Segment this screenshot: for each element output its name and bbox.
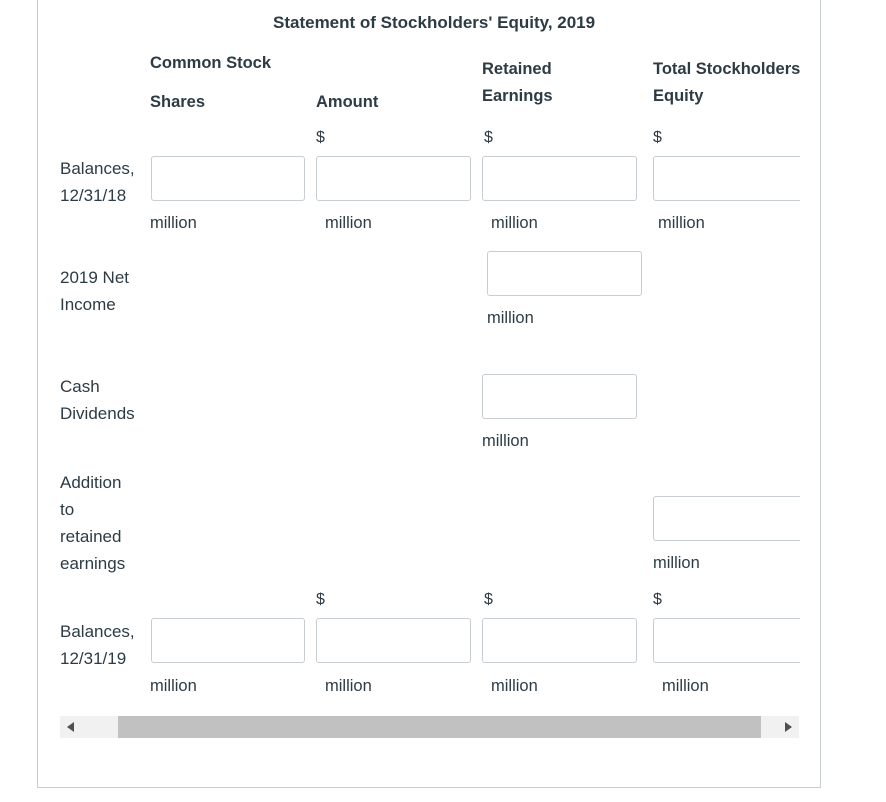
unit-label: million xyxy=(658,214,705,232)
triangle-left-icon xyxy=(67,722,75,732)
cash-dividends-retained-input[interactable] xyxy=(482,374,637,419)
dollar-sign: $ xyxy=(316,129,325,146)
row-label-cash-dividends: Cash Dividends xyxy=(60,377,135,423)
unit-label: million xyxy=(325,214,372,232)
balances-2018-amount-input[interactable] xyxy=(316,156,471,201)
horizontal-scrollbar[interactable] xyxy=(60,716,799,738)
unit-label: million xyxy=(150,677,197,695)
scrollbar-thumb[interactable] xyxy=(118,716,761,738)
dollar-sign: $ xyxy=(653,129,662,146)
header-retained-earnings: Retained Earnings xyxy=(482,60,553,105)
unit-label: million xyxy=(491,214,538,232)
dollar-sign: $ xyxy=(484,591,493,608)
scroll-right-button[interactable] xyxy=(777,716,799,738)
balances-2018-retained-input[interactable] xyxy=(482,156,637,201)
row-label-balances-2018: Balances, 12/31/18 xyxy=(60,159,135,205)
unit-label: million xyxy=(662,677,709,695)
net-income-retained-input[interactable] xyxy=(487,251,642,296)
scroll-viewport xyxy=(38,0,800,788)
balances-2019-retained-input[interactable] xyxy=(482,618,637,663)
row-label-net-income: 2019 Net Income xyxy=(60,268,129,314)
unit-label: million xyxy=(325,677,372,695)
unit-label: million xyxy=(653,554,700,572)
header-common-stock: Common Stock xyxy=(150,54,272,72)
row-label-addition-retained: Addition to retained earnings xyxy=(60,473,126,573)
header-shares: Shares xyxy=(150,93,206,111)
header-amount: Amount xyxy=(316,93,379,111)
equity-statement-panel xyxy=(37,0,821,788)
header-total-equity: Total Stockholders Equity xyxy=(653,60,800,105)
balances-2018-total-input[interactable] xyxy=(653,156,800,201)
balances-2018-shares-input[interactable] xyxy=(151,156,305,201)
balances-2019-total-input[interactable] xyxy=(653,618,800,663)
unit-label: million xyxy=(150,214,197,232)
row-label-balances-2019: Balances, 12/31/19 xyxy=(60,622,135,668)
unit-label: million xyxy=(482,432,529,450)
balances-2019-amount-input[interactable] xyxy=(316,618,471,663)
unit-label: million xyxy=(487,309,534,327)
unit-label: million xyxy=(491,677,538,695)
addition-retained-total-input[interactable] xyxy=(653,496,800,541)
dollar-sign: $ xyxy=(653,591,662,608)
scroll-left-button[interactable] xyxy=(60,716,82,738)
dollar-sign: $ xyxy=(316,591,325,608)
balances-2019-shares-input[interactable] xyxy=(151,618,305,663)
triangle-right-icon xyxy=(784,722,792,732)
dollar-sign: $ xyxy=(484,129,493,146)
statement-title: Statement of Stockholders' Equity, 2019 xyxy=(273,13,596,32)
